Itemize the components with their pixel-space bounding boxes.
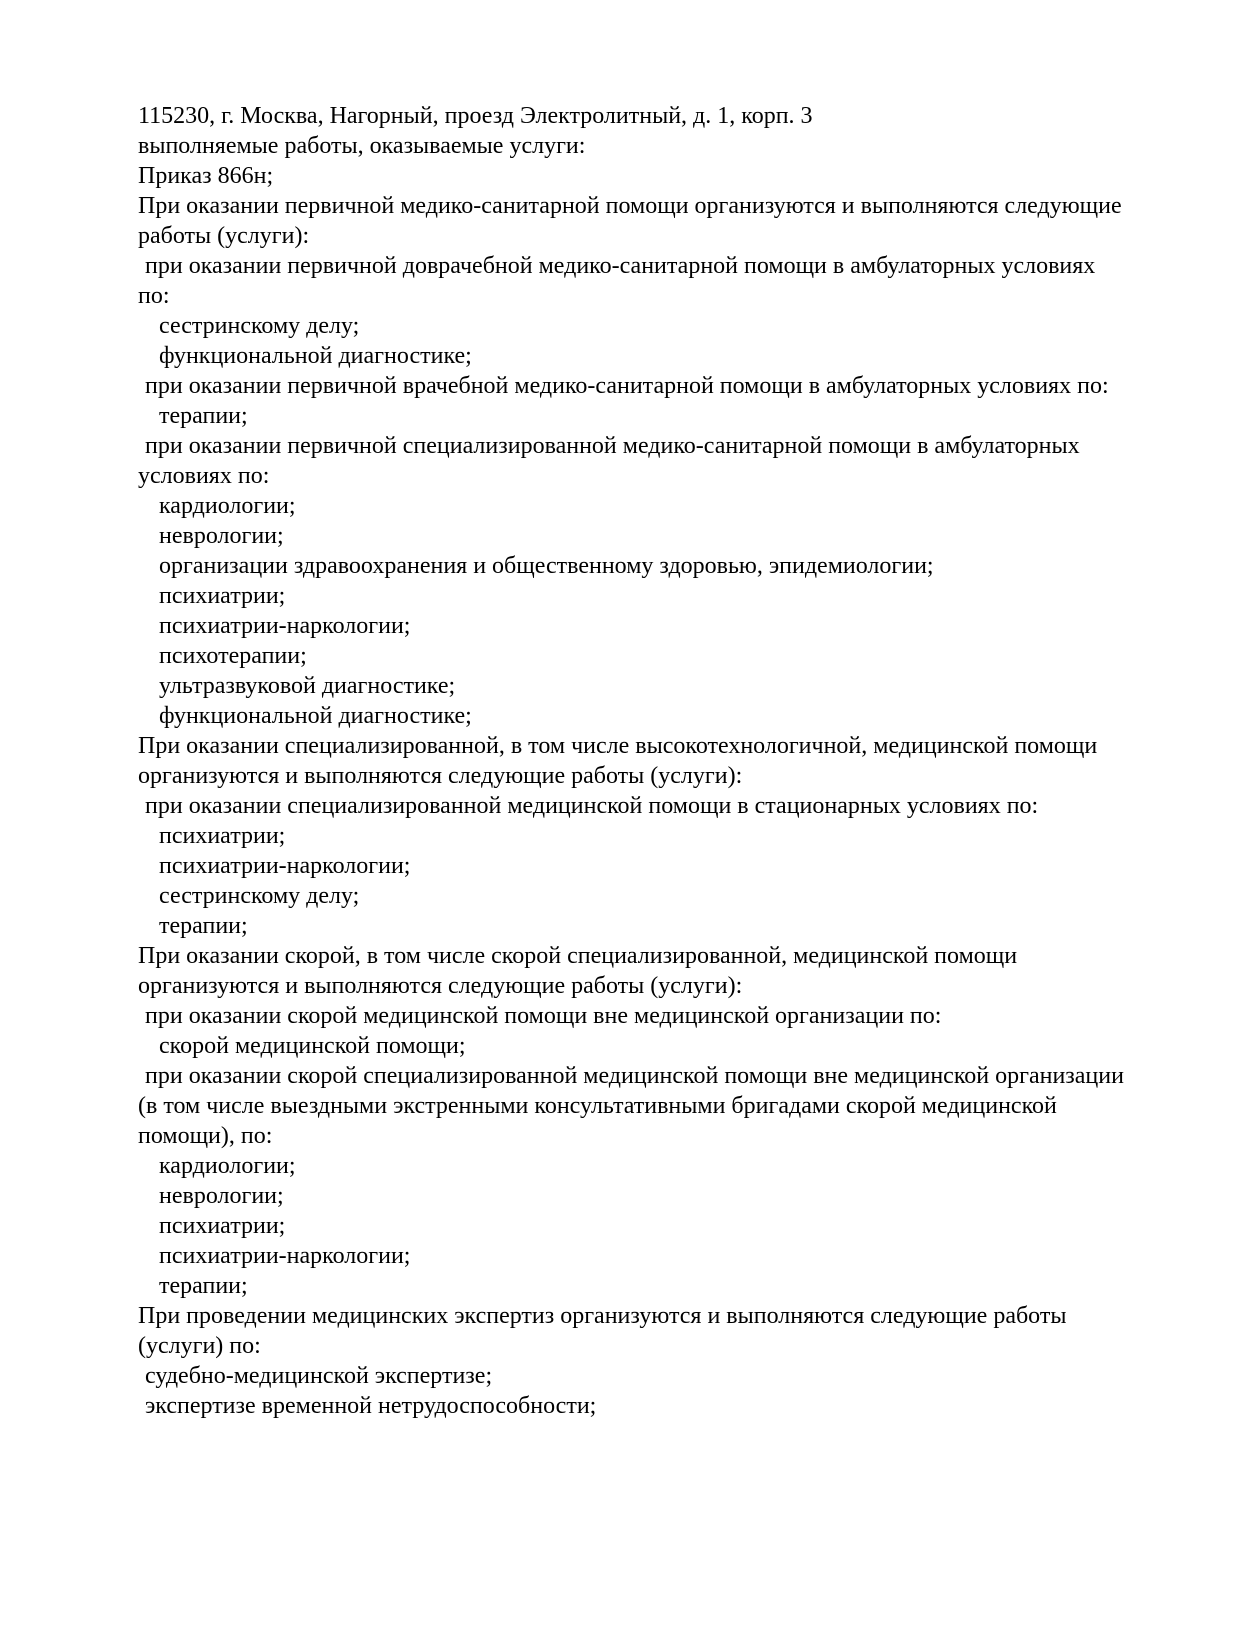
text-line: организуются и выполняются следующие работы (услуги): bbox=[138, 763, 743, 789]
text-line: психиатрии-наркологии; bbox=[159, 613, 411, 639]
license-works-services-text bbox=[138, 101, 1210, 1421]
text-line: при оказании первичной доврачебной медико-санитарной помощи в амбулаторных условиях bbox=[145, 253, 1096, 279]
text-line: кардиологии; bbox=[159, 1153, 296, 1179]
text-line: терапии; bbox=[159, 1273, 248, 1299]
text-line: при оказании специализированной медицинской помощи в стационарных условиях по: bbox=[145, 793, 1039, 819]
text-line: кардиологии; bbox=[159, 493, 296, 519]
text-line: психиатрии; bbox=[159, 1213, 286, 1239]
text-line: сестринскому делу; bbox=[159, 313, 360, 339]
text-line: по: bbox=[138, 283, 170, 309]
text-line: условиях по: bbox=[138, 463, 270, 489]
text-line: помощи), по: bbox=[138, 1123, 273, 1149]
text-line: выполняемые работы, оказываемые услуги: bbox=[138, 133, 586, 159]
text-line: экспертизе временной нетрудоспособности; bbox=[145, 1393, 597, 1419]
text-line: При оказании специализированной, в том числе высокотехнологичной, медицинской помощи bbox=[138, 733, 1098, 759]
text-line: при оказании скорой специализированной медицинской помощи вне медицинской организации bbox=[145, 1063, 1124, 1089]
text-line: ультразвуковой диагностике; bbox=[159, 673, 456, 699]
text-line: скорой медицинской помощи; bbox=[159, 1033, 466, 1059]
text-line: Приказ 866н; bbox=[138, 163, 274, 189]
text-line: При проведении медицинских экспертиз организуются и выполняются следующие работы bbox=[138, 1303, 1067, 1329]
text-line: работы (услуги): bbox=[138, 223, 310, 249]
text-line: функциональной диагностике; bbox=[159, 343, 472, 369]
text-line: при оказании первичной врачебной медико-санитарной помощи в амбулаторных условиях по: bbox=[145, 373, 1109, 399]
text-line: неврологии; bbox=[159, 1183, 284, 1209]
text-line: организуются и выполняются следующие работы (услуги): bbox=[138, 973, 743, 999]
text-line: при оказании первичной специализированной медико-санитарной помощи в амбулаторных bbox=[145, 433, 1080, 459]
text-line: судебно-медицинской экспертизе; bbox=[145, 1363, 493, 1389]
text-line: психиатрии-наркологии; bbox=[159, 1243, 411, 1269]
text-line: психотерапии; bbox=[159, 643, 307, 669]
text-line: При оказании скорой, в том числе скорой специализированной, медицинской помощи bbox=[138, 943, 1018, 969]
text-line: терапии; bbox=[159, 913, 248, 939]
text-line: психиатрии-наркологии; bbox=[159, 853, 411, 879]
text-line: При оказании первичной медико-санитарной помощи организуются и выполняются следующие bbox=[138, 193, 1122, 219]
text-line: (услуги) по: bbox=[138, 1333, 261, 1359]
text-line: неврологии; bbox=[159, 523, 284, 549]
text-line: (в том числе выездными экстренными консультативными бригадами скорой медицинской bbox=[138, 1093, 1057, 1119]
text-line: психиатрии; bbox=[159, 823, 286, 849]
text-line: организации здравоохранения и общественному здоровью, эпидемиологии; bbox=[159, 553, 934, 579]
text-line: функциональной диагностике; bbox=[159, 703, 472, 729]
text-line: при оказании скорой медицинской помощи вне медицинской организации по: bbox=[145, 1003, 942, 1029]
text-line: сестринскому делу; bbox=[159, 883, 360, 909]
text-line: терапии; bbox=[159, 403, 248, 429]
text-line: психиатрии; bbox=[159, 583, 286, 609]
text-line: 115230, г. Москва, Нагорный, проезд Электролитный, д. 1, корп. 3 bbox=[138, 103, 813, 129]
